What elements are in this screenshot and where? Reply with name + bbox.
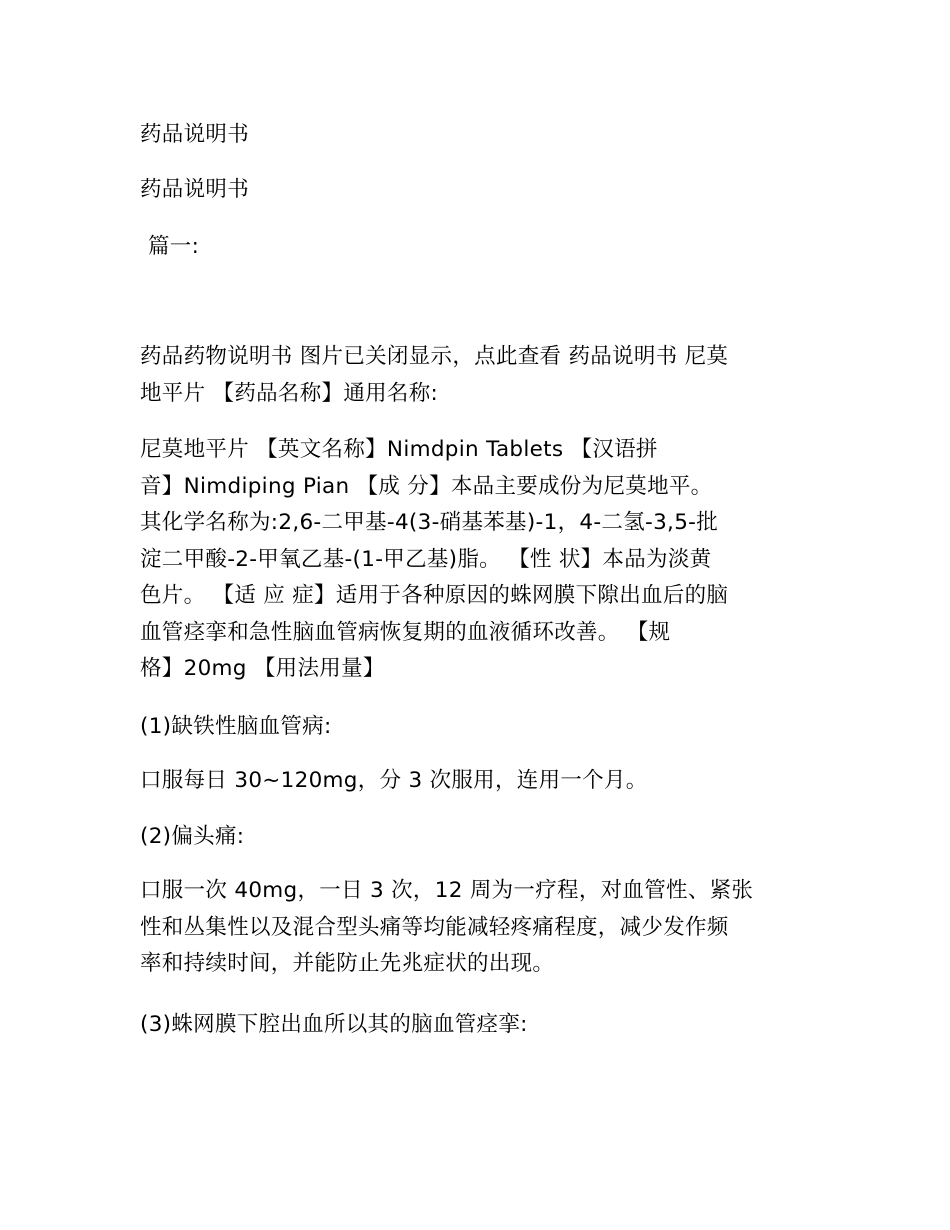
item-2-heading: (2)偏头痛: (140, 824, 245, 849)
paragraph-line: 药品药物说明书 图片已关闭显示，点此查看 药品说明书 尼莫 (140, 344, 729, 369)
paragraph-line: 尼莫地平片 【英文名称】Nimdpin Tablets 【汉语拼 (140, 437, 658, 462)
paragraph-drug-info (140, 432, 812, 688)
paragraph-line: 音】Nimdiping Pian 【成 分】本品主要成份为尼莫地平。 (140, 473, 713, 499)
paragraph-line: 其化学名称为:2,6-二甲基-4(3-硝基苯基)-1，4-二氢-3,5-批 (140, 510, 719, 535)
paragraph-line: 淀二甲酸-2-甲氧乙基-(1-甲乙基)脂。 【性 状】本品为淡黄 (140, 546, 712, 572)
paragraph-line: 性和丛集性以及混合型头痛等均能减轻疼痛程度，减少发作频 (140, 914, 729, 940)
section-heading: 篇一: (148, 234, 200, 259)
paragraph-line: 口服一次 40mg，一日 3 次，12 周为一疗程，对血管性、紧张 (140, 878, 754, 903)
paragraph-line: 地平片 【药品名称】通用名称: (140, 380, 439, 406)
item-1-heading: (1)缺铁性脑血管病: (140, 714, 332, 739)
paragraph-line: 血管痉挛和急性脑血管病恢复期的血液循环改善。 【规 (140, 619, 671, 645)
item-2-body (140, 873, 812, 983)
item-3-heading: (3)蛛网膜下腔出血所以其的脑血管痉挛: (140, 1012, 528, 1037)
paragraph-line: 格】20mg 【用法用量】 (140, 656, 385, 681)
paragraph-line: 色片。 【适 应 症】适用于各种原因的蛛网膜下隙出血后的脑 (140, 583, 729, 608)
document-subtitle: 药品说明书 (140, 177, 250, 202)
paragraph-intro (140, 339, 812, 412)
paragraph-line: 率和持续时间，并能防止先兆症状的出现。 (140, 951, 555, 976)
item-1-body: 口服每日 30~120mg，分 3 次服用，连用一个月。 (140, 768, 648, 793)
document-title: 药品说明书 (140, 122, 250, 147)
